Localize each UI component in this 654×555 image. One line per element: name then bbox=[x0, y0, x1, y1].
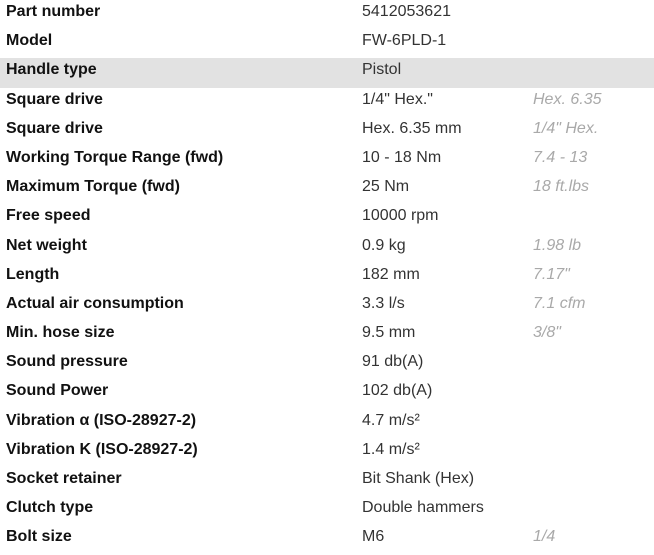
spec-value: 10000 rpm bbox=[362, 207, 439, 225]
spec-value: Double hammers bbox=[362, 499, 484, 517]
spec-row-maximum-torque bbox=[0, 175, 654, 204]
spec-row-model bbox=[0, 29, 654, 58]
spec-label: Part number bbox=[6, 3, 101, 20]
spec-label: Actual air consumption bbox=[6, 294, 184, 312]
spec-row-air-consumption bbox=[0, 292, 654, 321]
spec-alt-value: 7.1 cfm bbox=[533, 294, 586, 312]
spec-value: Pistol bbox=[362, 61, 402, 79]
spec-value: 91 db(A) bbox=[362, 353, 424, 371]
spec-value: 4.7 m/s² bbox=[362, 411, 420, 429]
spec-value: Bit Shank (Hex) bbox=[362, 470, 475, 487]
spec-row-working-torque bbox=[0, 146, 654, 175]
spec-label: Handle type bbox=[6, 61, 97, 79]
spec-label: Socket retainer bbox=[6, 470, 122, 487]
spec-row-sound-power bbox=[0, 379, 654, 408]
spec-label: Square drive bbox=[6, 90, 103, 108]
spec-label: Sound pressure bbox=[6, 353, 128, 371]
spec-label: Free speed bbox=[6, 207, 91, 225]
spec-row-length bbox=[0, 263, 654, 292]
spec-label: Length bbox=[6, 265, 60, 283]
spec-value: 1.4 m/s² bbox=[362, 440, 420, 458]
spec-value: M6 bbox=[362, 528, 385, 546]
spec-value: 25 Nm bbox=[362, 178, 410, 196]
spec-value: FW-6PLD-1 bbox=[362, 32, 447, 50]
spec-alt-value: 1/4" Hex. bbox=[533, 119, 599, 137]
spec-row-handle-type bbox=[0, 58, 654, 87]
spec-row-bolt-size bbox=[0, 525, 654, 554]
spec-row-square-drive bbox=[0, 88, 654, 117]
spec-row-socket-retainer bbox=[0, 467, 654, 496]
spec-label: Net weight bbox=[6, 236, 87, 254]
spec-alt-value: 1.98 lb bbox=[533, 236, 582, 254]
spec-value: 3.3 l/s bbox=[362, 294, 405, 312]
spec-label: Vibration K (ISO-28927-2) bbox=[6, 440, 198, 458]
spec-value: 10 - 18 Nm bbox=[362, 148, 442, 166]
spec-label: Sound Power bbox=[6, 382, 109, 400]
spec-label: Maximum Torque (fwd) bbox=[6, 178, 180, 196]
spec-row-vibration-alpha bbox=[0, 409, 654, 438]
spec-value: 1/4" Hex." bbox=[362, 90, 433, 108]
spec-row-free-speed bbox=[0, 204, 654, 233]
spec-label: Vibration α (ISO-28927-2) bbox=[6, 411, 197, 429]
spec-value: 102 db(A) bbox=[362, 382, 433, 400]
spec-value: 182 mm bbox=[362, 265, 420, 283]
spec-row-net-weight bbox=[0, 234, 654, 263]
spec-row-hose-size bbox=[0, 321, 654, 350]
spec-row-clutch-type bbox=[0, 496, 654, 525]
spec-label: Model bbox=[6, 32, 53, 50]
spec-alt-value: 7.17" bbox=[533, 265, 570, 283]
spec-value: 5412053621 bbox=[362, 3, 451, 20]
spec-label: Working Torque Range (fwd) bbox=[6, 148, 224, 166]
spec-row-part-number bbox=[0, 0, 654, 29]
spec-value: 9.5 mm bbox=[362, 324, 416, 342]
spec-value: 0.9 kg bbox=[362, 236, 406, 254]
spec-row-square-drive-metric bbox=[0, 117, 654, 146]
spec-value: Hex. 6.35 mm bbox=[362, 119, 462, 137]
spec-alt-value: 1/4 bbox=[533, 528, 556, 546]
spec-alt-value: 3/8" bbox=[533, 324, 561, 342]
spec-label: Min. hose size bbox=[6, 324, 115, 342]
spec-label: Clutch type bbox=[6, 499, 94, 517]
spec-row-vibration-k bbox=[0, 438, 654, 467]
spec-alt-value: 7.4 - 13 bbox=[533, 148, 588, 166]
spec-alt-value: Hex. 6.35 bbox=[533, 90, 602, 108]
spec-label: Bolt size bbox=[6, 528, 72, 546]
spec-alt-value: 18 ft.lbs bbox=[533, 178, 590, 196]
spec-label: Square drive bbox=[6, 119, 103, 137]
spec-row-sound-pressure bbox=[0, 350, 654, 379]
